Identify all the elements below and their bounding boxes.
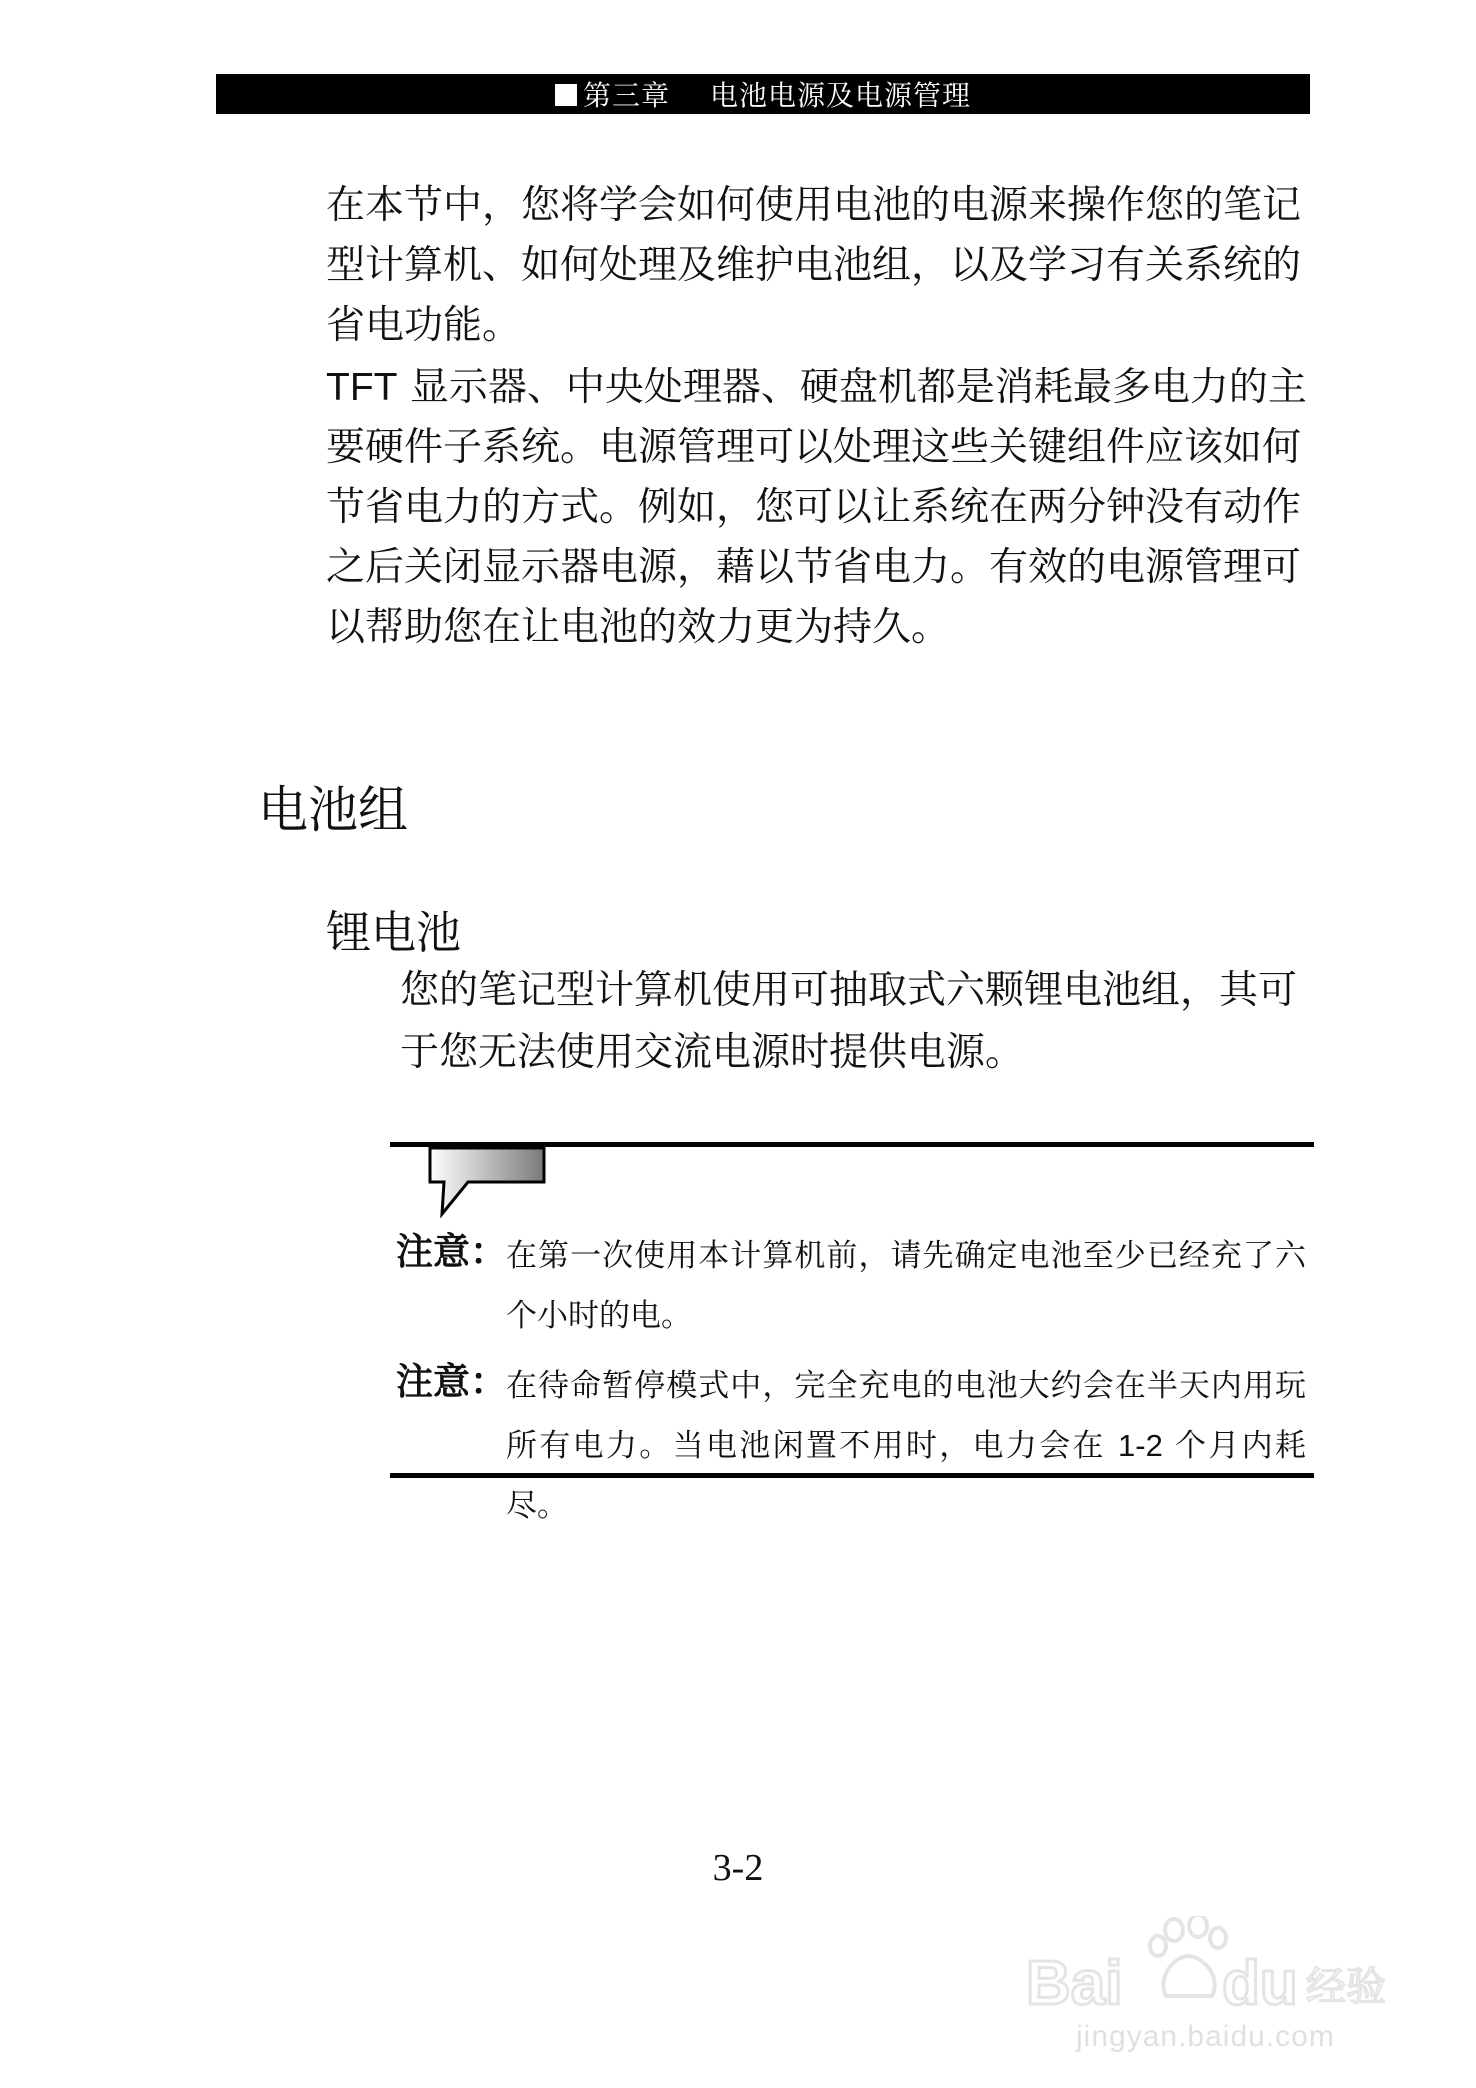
page-number: 3-2: [712, 1847, 764, 1889]
speech-bubble-icon: [428, 1146, 546, 1218]
intro-paragraph-2-text: 显示器、中央处理器、硬盘机都是消耗最多电力的主要硬件子系统。电源管理可以处理这些关键组件应该如何节省电力的方式。例如，您可以让系统在两分钟没有动作之后关闭显示器电源，藉以节省电力。有效的电源管理可以帮助您在让电池的效力更为持久。: [326, 365, 1307, 650]
chapter-title: 电池电源及电源管理: [710, 79, 972, 112]
intro-paragraph-1: 在本节中，您将学会如何使用电池的电源来操作您的笔记型计算机、如何处理及维护电池组，以及学习有关系统的省电功能。: [326, 183, 1302, 348]
note-bottom-rule: [390, 1473, 1314, 1478]
svg-text:经验: 经验: [1306, 1964, 1386, 2010]
baidu-jingyan-watermark: [1026, 1916, 1386, 2066]
svg-text:du: du: [1222, 1949, 1298, 2016]
chapter-header-bar: [216, 74, 1310, 114]
note-text-part: 在待命暂停模式中，完全充电的电池大约会在半天内用玩所有电力。当电池闲置不用时，电力会在: [506, 1368, 1306, 1464]
intro-paragraph-2: [326, 358, 1310, 658]
section-title: 电池组: [258, 781, 408, 839]
note-label: 注意：: [396, 1360, 507, 1403]
note-label: 注意：: [396, 1230, 507, 1273]
subsection-body: 您的笔记型计算机使用可抽取式六颗锂电池组，其可于您无法使用交流电源时提供电源。: [400, 968, 1298, 1075]
baidu-jingyan-logo-icon: [1026, 1916, 1386, 2016]
note-text-part: 个月内耗尽。: [506, 1428, 1306, 1524]
note-text: 在第一次使用本计算机前，请先确定电池至少已经充了六个小时的电。: [506, 1238, 1306, 1334]
subsection-title: 锂电池: [326, 906, 462, 959]
note-text: [506, 1356, 1306, 1536]
note-month-range: 1-2: [1118, 1428, 1163, 1463]
svg-text:Bai: Bai: [1026, 1949, 1123, 2016]
watermark-url: jingyan.baidu.com: [1076, 2020, 1335, 2053]
square-bullet-icon: [555, 84, 577, 106]
chapter-number: 第三章: [582, 79, 670, 112]
tft-term: TFT: [326, 366, 398, 409]
